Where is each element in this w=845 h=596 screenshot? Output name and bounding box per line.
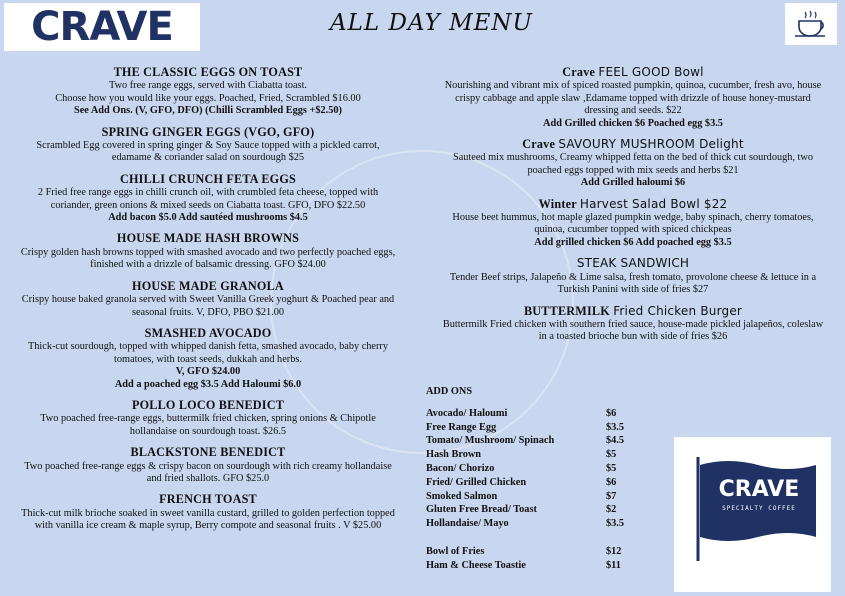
- add-on-name: Smoked Salmon: [426, 490, 498, 502]
- menu-item-title: [4, 446, 412, 458]
- menu-item-title-text: BLACKSTONE BENEDICT: [130, 445, 286, 460]
- add-on-row: [426, 517, 656, 531]
- add-on-row: [426, 559, 656, 573]
- menu-item-title-text: SPRING GINGER EGGS (VGO, GFO): [101, 124, 315, 139]
- menu-item-title: [424, 138, 842, 150]
- add-on-name: Bowl of Fries: [426, 545, 485, 557]
- menu-item-description: and fried shallots. GFO $25.0: [146, 472, 270, 484]
- logo: [4, 3, 200, 51]
- add-on-name: Tomato/ Mushroom/ Spinach: [426, 435, 555, 447]
- add-on-row: [426, 421, 656, 435]
- menu-item-description: Sauteed mix mushrooms, Creamy whipped fetta on the bed of thick cut sourdough, two: [452, 152, 814, 164]
- add-on-name: Avocado/ Haloumi: [426, 407, 508, 419]
- menu-item-description: Two free range eggs, served with Ciabatta toast.: [109, 80, 307, 92]
- menu-item: [4, 232, 412, 271]
- menu-item-title: [4, 232, 412, 244]
- left-menu-column: [4, 66, 412, 541]
- crave-flag-logo: [674, 437, 831, 592]
- add-on-row: [426, 462, 656, 476]
- menu-item-title-text: Harvest Salad Bowl $22: [579, 196, 728, 211]
- menu-item-description: Tender Beef strips, Jalapeño & Lime salsa, fresh tomato, provolone cheese & lettuce in a: [449, 271, 817, 283]
- menu-item-title: [424, 198, 842, 210]
- add-on-price: $6: [606, 476, 617, 488]
- menu-item-title-text: SMASHED AVOCADO: [144, 325, 272, 340]
- add-ons-list: [426, 385, 656, 573]
- menu-item: [4, 493, 412, 532]
- add-on-row: [426, 448, 656, 462]
- menu-item-description: tomatoes, with toast seeds, dukkah and herbs.: [114, 353, 302, 365]
- menu-item-description: Choose how you would like your eggs. Poached, Fried, Scrambled $16.00: [55, 92, 361, 104]
- menu-item-description: Two poached free-range eggs, buttermilk fried chicken, spring onions & Chipotle: [40, 413, 376, 425]
- add-on-price: $11: [606, 559, 621, 571]
- add-on-row: [426, 407, 656, 421]
- menu-item-description: crispy cabbage and apple slaw ,Edamame topped with drizzle of house honey-mustard: [455, 92, 811, 104]
- menu-item: [4, 66, 412, 118]
- menu-item-title: [4, 327, 412, 339]
- menu-item-title-prefix: BUTTERMILK: [523, 303, 614, 318]
- add-on-price: $5: [606, 462, 617, 474]
- menu-item-description: Crispy house baked granola served with Sweet Vanilla Greek yoghurt & Poached pear and: [21, 294, 395, 306]
- menu-item-title-text: THE CLASSIC EGGS ON TOAST: [113, 65, 303, 79]
- menu-item-description: Buttermilk Fried chicken with southern fried sauce, house-made pickled jalapeños, coleslaw: [442, 318, 824, 330]
- menu-item-description: Crispy golden hash browns topped with smashed avocado and two perfectly poached eggs,: [20, 246, 396, 258]
- menu-item-title-text: STEAK SANDWICH: [576, 256, 690, 271]
- add-on-price: $12: [606, 545, 622, 557]
- add-on-name: Hollandaise/ Mayo: [426, 518, 509, 530]
- menu-item: [424, 305, 842, 344]
- menu-item-description: quinoa, cucumber topped with spiced chickpeas: [534, 224, 732, 236]
- flag-logo-subtitle: SPECIALTY COFFEE: [722, 505, 796, 512]
- menu-item-description: with vanilla ice cream & maple syrup, Berry compote and seasonal fruits . V $25.00: [34, 520, 382, 532]
- menu-item-description: Add grilled chicken $6 Add poached egg $3.5: [534, 236, 732, 248]
- add-on-name: Free Range Egg: [426, 421, 497, 433]
- menu-item-description: in a toasted brioche bun with side of fries $26: [538, 331, 728, 343]
- menu-item-title-text: FRENCH TOAST: [159, 492, 257, 507]
- logo-text: CRAVE: [31, 4, 173, 50]
- menu-item-title: [4, 126, 412, 138]
- add-on-price: $2: [606, 504, 617, 516]
- menu-item: [4, 399, 412, 438]
- menu-item-description: House beet hummus, hot maple glazed pumpkin wedge, baby spinach, cherry tomatoes,: [452, 212, 814, 224]
- menu-item-title-text: SAVOURY MUSHROOM Delight: [558, 137, 744, 152]
- add-on-name: Hash Brown: [426, 449, 482, 461]
- add-on-row: [426, 545, 656, 559]
- menu-item-title: [4, 493, 412, 505]
- menu-item: [4, 327, 412, 391]
- menu-item-description: edamame & coriander salad on sourdough $25: [111, 152, 305, 164]
- add-on-name: Bacon/ Chorizo: [426, 462, 495, 474]
- menu-item-title: [4, 280, 412, 292]
- flag-logo-text: CRAVE: [718, 477, 800, 502]
- add-on-price: $7: [606, 490, 617, 502]
- page-title: ALL DAY MENU: [330, 10, 533, 36]
- menu-item-title: [424, 257, 842, 269]
- add-ons-heading: ADD ONS: [426, 386, 473, 397]
- menu-item-title: [4, 173, 412, 185]
- menu-item-description: seasonal fruits. V, DFO, PBO $21.00: [131, 306, 285, 318]
- add-on-price: $3.5: [606, 518, 625, 530]
- menu-item-title-prefix: Crave: [522, 137, 559, 152]
- menu-item-description: Add Grilled chicken $6 Poached egg $3.5: [543, 117, 723, 129]
- menu-item-description: Add Grilled haloumi $6: [580, 177, 686, 189]
- menu-item: [4, 173, 412, 225]
- menu-item-description: See Add Ons. (V, GFO, DFO) (Chilli Scrambled Eggs +$2.50): [74, 105, 342, 117]
- menu-item-title-text: HOUSE MADE GRANOLA: [132, 278, 284, 293]
- right-menu-column: [424, 66, 842, 352]
- add-on-row: [426, 490, 656, 504]
- menu-item-description: Add a poached egg $3.5 Add Haloumi $6.0: [114, 378, 302, 390]
- add-on-price: $3.5: [606, 421, 625, 433]
- add-on-row: [426, 476, 656, 490]
- add-on-row: [426, 503, 656, 517]
- menu-item-description: Thick-cut sourdough, topped with whipped danish fetta, smashed avocado, baby cherry: [27, 341, 388, 353]
- menu-item-description: Thick-cut milk brioche soaked in sweet vanilla custard, grilled to golden perfection topped: [21, 507, 395, 519]
- menu-item-description: Two poached free-range eggs & crispy bacon on sourdough with rich creamy hollandaise: [24, 460, 392, 472]
- menu-item: [4, 446, 412, 485]
- menu-item-description: V, GFO $24.00: [175, 366, 241, 378]
- coffee-cup-icon: [785, 3, 837, 45]
- menu-item-title: [424, 66, 842, 78]
- menu-item: [424, 257, 842, 296]
- menu-item-title-text: POLLO LOCO BENEDICT: [131, 397, 285, 412]
- menu-item-title: [4, 399, 412, 411]
- add-on-row: [426, 434, 656, 448]
- add-on-name: Fried/ Grilled Chicken: [426, 476, 527, 488]
- menu-item-title-prefix: Winter: [538, 196, 580, 211]
- menu-item-description: 2 Fried free range eggs in chilli crunch oil, with crumbled feta cheese, topped with: [37, 187, 379, 199]
- menu-item-description: poached eggs topped with mix seeds and herbs $21: [527, 164, 739, 176]
- menu-item-description: Turkish Panini with side of fries $27: [557, 284, 709, 296]
- menu-item-title-text: FEEL GOOD Bowl: [598, 65, 704, 79]
- menu-item-title: [424, 305, 842, 317]
- menu-item: [424, 198, 842, 250]
- menu-item: [424, 138, 842, 190]
- menu-item-description: dressing and seeds. $22: [584, 105, 682, 117]
- menu-item-description: Nourishing and vibrant mix of spiced roasted pumpkin, quinoa, cucumber, fresh avo, house: [444, 80, 822, 92]
- menu-item-title-text: Fried Chicken Burger: [613, 303, 743, 318]
- menu-item-description: Scrambled Egg covered in spring ginger & Soy Sauce topped with a pickled carrot,: [36, 140, 380, 152]
- add-on-name: Gluten Free Bread/ Toast: [426, 504, 537, 516]
- menu-item: [424, 66, 842, 130]
- menu-item: [4, 126, 412, 165]
- menu-item-title-text: HOUSE MADE HASH BROWNS: [116, 231, 300, 246]
- menu-item: [4, 280, 412, 319]
- menu-item-description: hollandaise on sourdough toast. $26.5: [129, 425, 287, 437]
- menu-item-title-text: CHILLI CRUNCH FETA EGGS: [119, 171, 297, 186]
- add-on-price: $4.5: [606, 435, 625, 447]
- add-on-price: $5: [606, 449, 617, 461]
- menu-item-description: coriander, green onions & mixed seeds on Ciabatta toast. GFO, DFO $22.50: [50, 199, 366, 211]
- add-on-price: $6: [606, 407, 617, 419]
- menu-item-description: Add bacon $5.0 Add sautéed mushrooms $4.5: [108, 212, 308, 224]
- menu-item-title-prefix: Crave: [562, 65, 599, 79]
- menu-item-description: finished with a drizzle of balsamic dressing. GFO $24.00: [90, 259, 326, 271]
- menu-item-title: [4, 66, 412, 78]
- add-on-name: Ham & Cheese Toastie: [426, 559, 526, 571]
